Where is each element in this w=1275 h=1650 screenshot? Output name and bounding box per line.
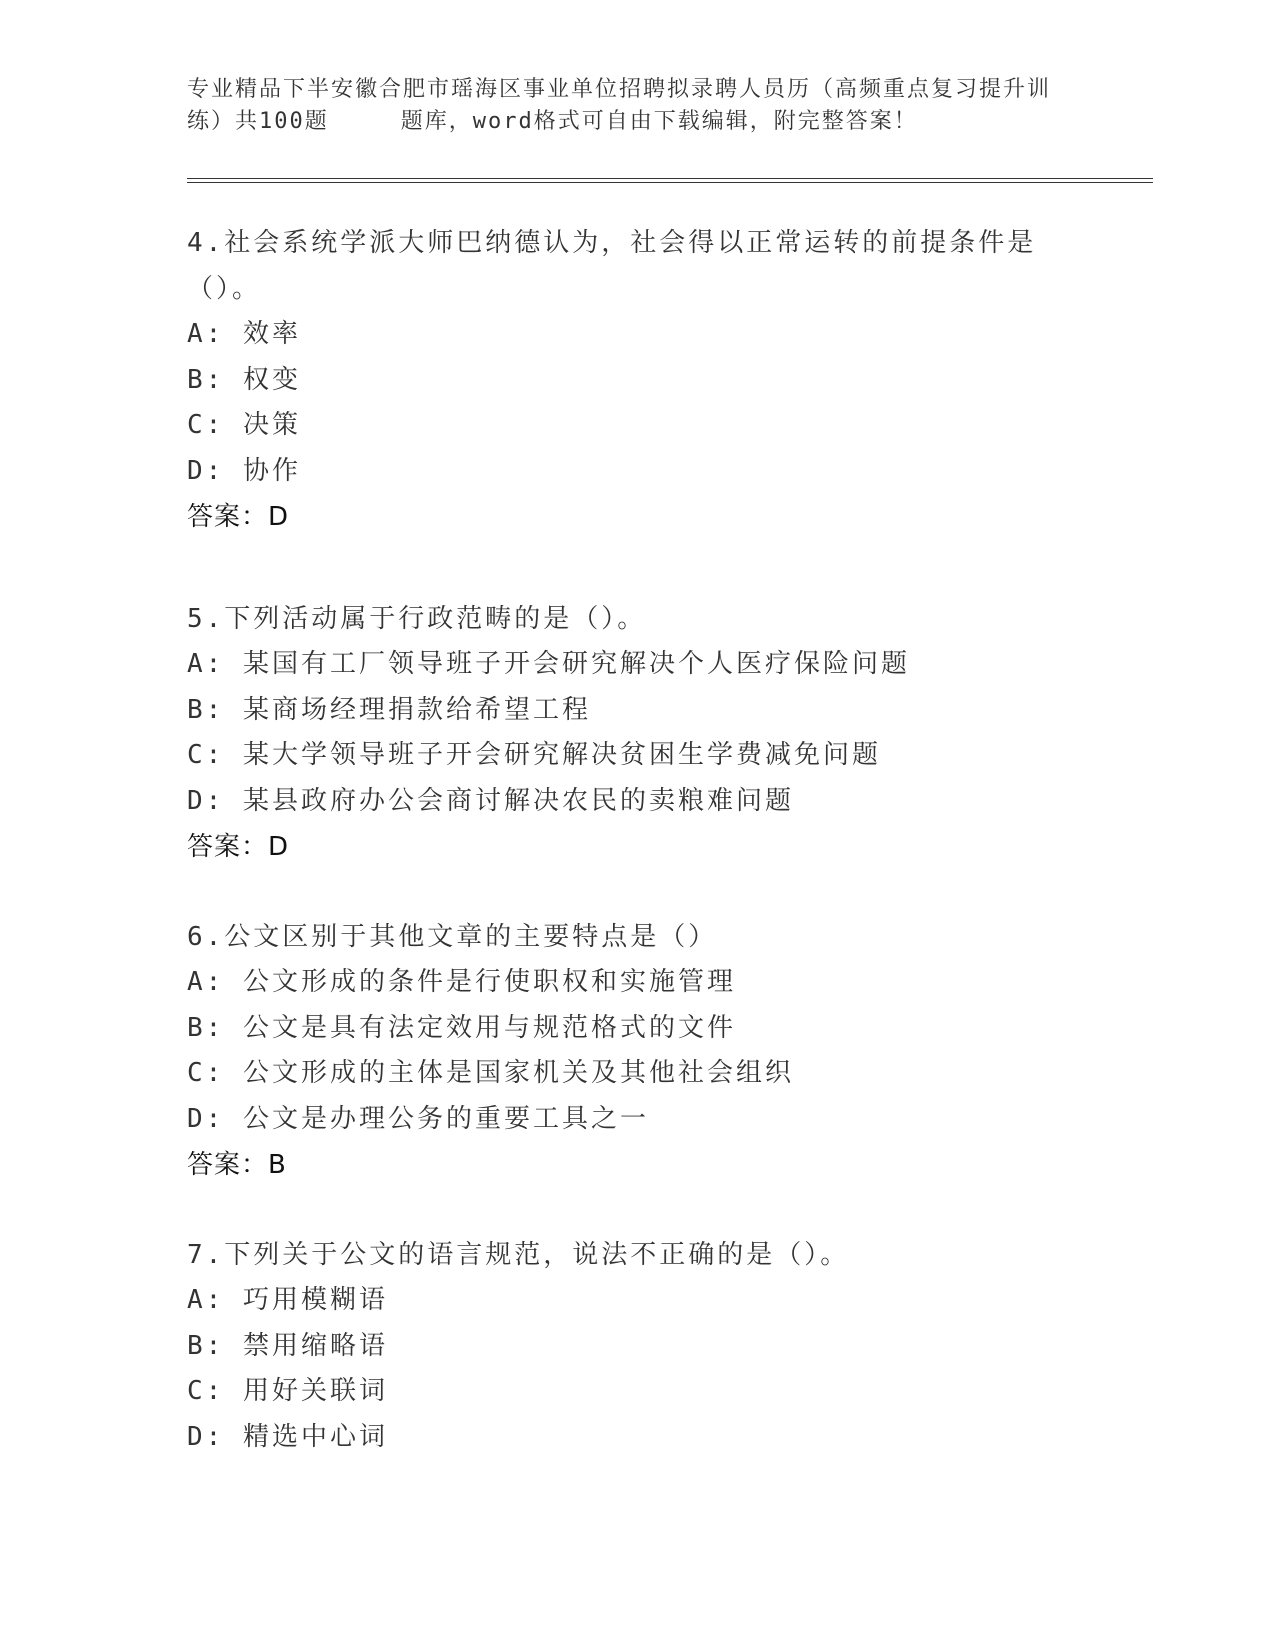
option-c: C: 决策 <box>187 410 301 440</box>
option-d: D: 协作 <box>187 455 301 486</box>
document-title-line2 <box>187 106 1087 138</box>
option-b: B: 禁用缩略语 <box>187 1330 388 1361</box>
question-6 <box>187 914 1087 1188</box>
option-a: A: 某国有工厂领导班子开会研究解决个人医疗保险问题 <box>187 649 910 679</box>
option-b: B: 权变 <box>187 364 301 395</box>
document-title-description: 题库，word格式可自由下载编辑，附完整答案！ <box>400 109 918 134</box>
header-double-rule <box>187 178 1153 183</box>
question-4 <box>187 220 1047 540</box>
option-a: A: 公文形成的条件是行使职权和实施管理 <box>187 967 736 997</box>
option-b: B: 某商场经理捐款给希望工程 <box>187 694 591 725</box>
page-header <box>187 74 1087 138</box>
option-a: A: 巧用模糊语 <box>187 1285 388 1315</box>
option-a: A: 效率 <box>187 319 301 349</box>
option-d: D: 公文是办理公务的重要工具之一 <box>187 1103 649 1134</box>
question-stem: 5.下列活动属于行政范畴的是（）。 <box>187 604 647 634</box>
option-c: C: 公文形成的主体是国家机关及其他社会组织 <box>187 1058 794 1088</box>
document-title-count: 练）共100题 <box>187 109 329 134</box>
option-d: D: 某县政府办公会商讨解决农民的卖粮难问题 <box>187 785 794 816</box>
question-stem: 6.公文区别于其他文章的主要特点是（） <box>187 922 718 952</box>
option-d: D: 精选中心词 <box>187 1421 388 1452</box>
question-7 <box>187 1232 1087 1460</box>
answer-label: 答案：D <box>187 502 290 532</box>
option-b: B: 公文是具有法定效用与规范格式的文件 <box>187 1012 736 1043</box>
document-title-line1: 专业精品下半安徽合肥市瑶海区事业单位招聘拟录聘人员历（高频重点复习提升训 <box>187 77 1052 102</box>
answer-label: 答案：B <box>187 1150 287 1180</box>
option-c: C: 某大学领导班子开会研究解决贫困生学费减免问题 <box>187 740 881 770</box>
answer-label: 答案：D <box>187 832 290 862</box>
option-c: C: 用好关联词 <box>187 1376 388 1406</box>
question-stem: 4.社会系统学派大师巴纳德认为，社会得以正常运转的前提条件是（）。 <box>187 228 1037 304</box>
question-stem: 7.下列关于公文的语言规范，说法不正确的是（）。 <box>187 1240 850 1270</box>
question-5 <box>187 596 1087 870</box>
